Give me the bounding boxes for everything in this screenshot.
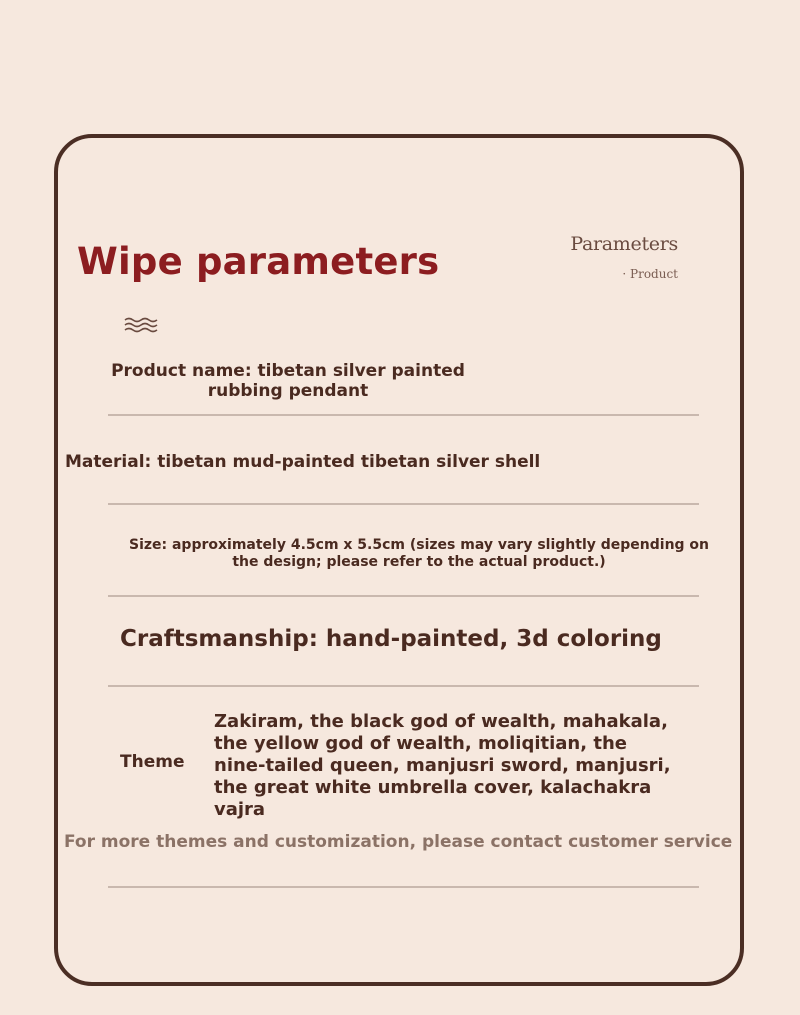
material: Material: tibetan mud-painted tibetan silver shell — [65, 452, 541, 472]
divider — [108, 685, 699, 687]
divider — [108, 595, 699, 597]
product-sublabel: · Product — [622, 267, 678, 281]
divider — [108, 414, 699, 416]
divider — [108, 886, 699, 888]
parameters-label: Parameters — [570, 233, 678, 255]
divider — [108, 503, 699, 505]
contact-note: For more themes and customization, please contact customer service — [64, 832, 733, 852]
page-title: Wipe parameters — [77, 240, 440, 283]
wave-icon — [124, 316, 158, 334]
craftsmanship: Craftsmanship: hand-painted, 3d coloring — [120, 626, 662, 652]
theme-value: Zakiram, the black god of wealth, mahakala, the yellow god of wealth, moliqitian, the nine-tailed queen, manjusri sword, manjusri, the great white umbrella cover, kalachakra vajra — [214, 711, 671, 820]
size: Size: approximately 4.5cm x 5.5cm (sizes may vary slightly depending on the design; please refer to the actual product.) — [128, 537, 710, 570]
product-name: Product name: tibetan silver painted rubbing pendant — [111, 361, 465, 401]
theme-label: Theme — [120, 752, 185, 772]
